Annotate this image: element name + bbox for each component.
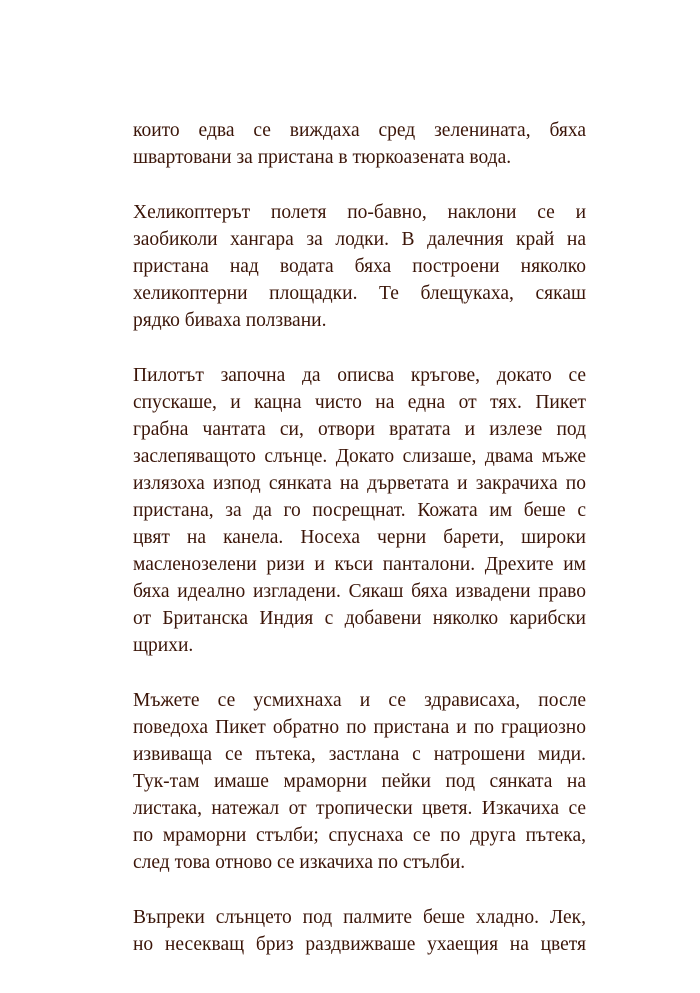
text-line: листака, натежал от тропически цветя. Изкачиха се	[133, 798, 586, 819]
text-line: цвят на канела. Носеха черни барети, широки	[133, 527, 586, 548]
text-line: след това отново се изкачиха по стълби.	[133, 852, 466, 873]
paragraph-4	[133, 687, 586, 876]
text-line: Въпреки слънцето под палмите беше хладно. Лек,	[133, 907, 586, 928]
text-line: поведоха Пикет обратно по пристана и по грациозно	[133, 717, 586, 738]
text-line: Мъжете се усмихнаха и се здрависаха, после	[133, 690, 586, 711]
paragraph-1	[133, 117, 586, 171]
paragraph-gap	[133, 876, 586, 904]
text-line: които едва се виждаха сред зеленината, бяха	[133, 120, 586, 141]
text-line: заслепяващото слънце. Докато слизаше, двама мъже	[133, 446, 586, 467]
paragraph-gap	[133, 659, 586, 687]
text-line: грабна чантата си, отвори вратата и излезе под	[133, 419, 586, 440]
text-line: извиваща се пътека, застлана с натрошени миди.	[133, 744, 586, 765]
text-line: заобиколи хангара за лодки. В далечния край на	[133, 229, 586, 250]
text-line: швартовани за пристана в тюркоазената вода.	[133, 147, 512, 168]
text-line: щрихи.	[133, 635, 194, 656]
text-line: хеликоптерни площадки. Те блещукаха, сякаш	[133, 283, 586, 304]
paragraph-gap	[133, 171, 586, 199]
paragraph-3	[133, 362, 586, 659]
paragraph-gap	[133, 334, 586, 362]
text-line: пристана над водата бяха построени няколко	[133, 256, 586, 277]
text-line: излязоха изпод сянката на дърветата и закрачиха по	[133, 473, 586, 494]
text-line: Хеликоптерът полетя по-бавно, наклони се и	[133, 202, 586, 223]
text-line: пристана, за да го посрещнат. Кожата им беше с	[133, 500, 586, 521]
text-line: от Британска Индия с добавени няколко карибски	[133, 608, 586, 629]
text-line: рядко биваха ползвани.	[133, 310, 327, 331]
text-line: по мраморни стълби; спуснаха се по друга пътека,	[133, 825, 586, 846]
text-line: масленозелени ризи и къси панталони. Дрехите им	[133, 554, 586, 575]
text-line: спускаше, и кацна чисто на една от тях. Пикет	[133, 392, 586, 413]
paragraph-2	[133, 199, 586, 334]
text-line: бяха идеално изгладени. Сякаш бяха извадени право	[133, 581, 586, 602]
paragraph-5	[133, 904, 586, 958]
document-page	[133, 117, 586, 958]
text-line: но несекващ бриз раздвижваше ухаещия на цветя	[133, 934, 586, 955]
text-line: Пилотът започна да описва кръгове, докато се	[133, 365, 586, 386]
text-line: Тук-там имаше мраморни пейки под сянката на	[133, 771, 586, 792]
